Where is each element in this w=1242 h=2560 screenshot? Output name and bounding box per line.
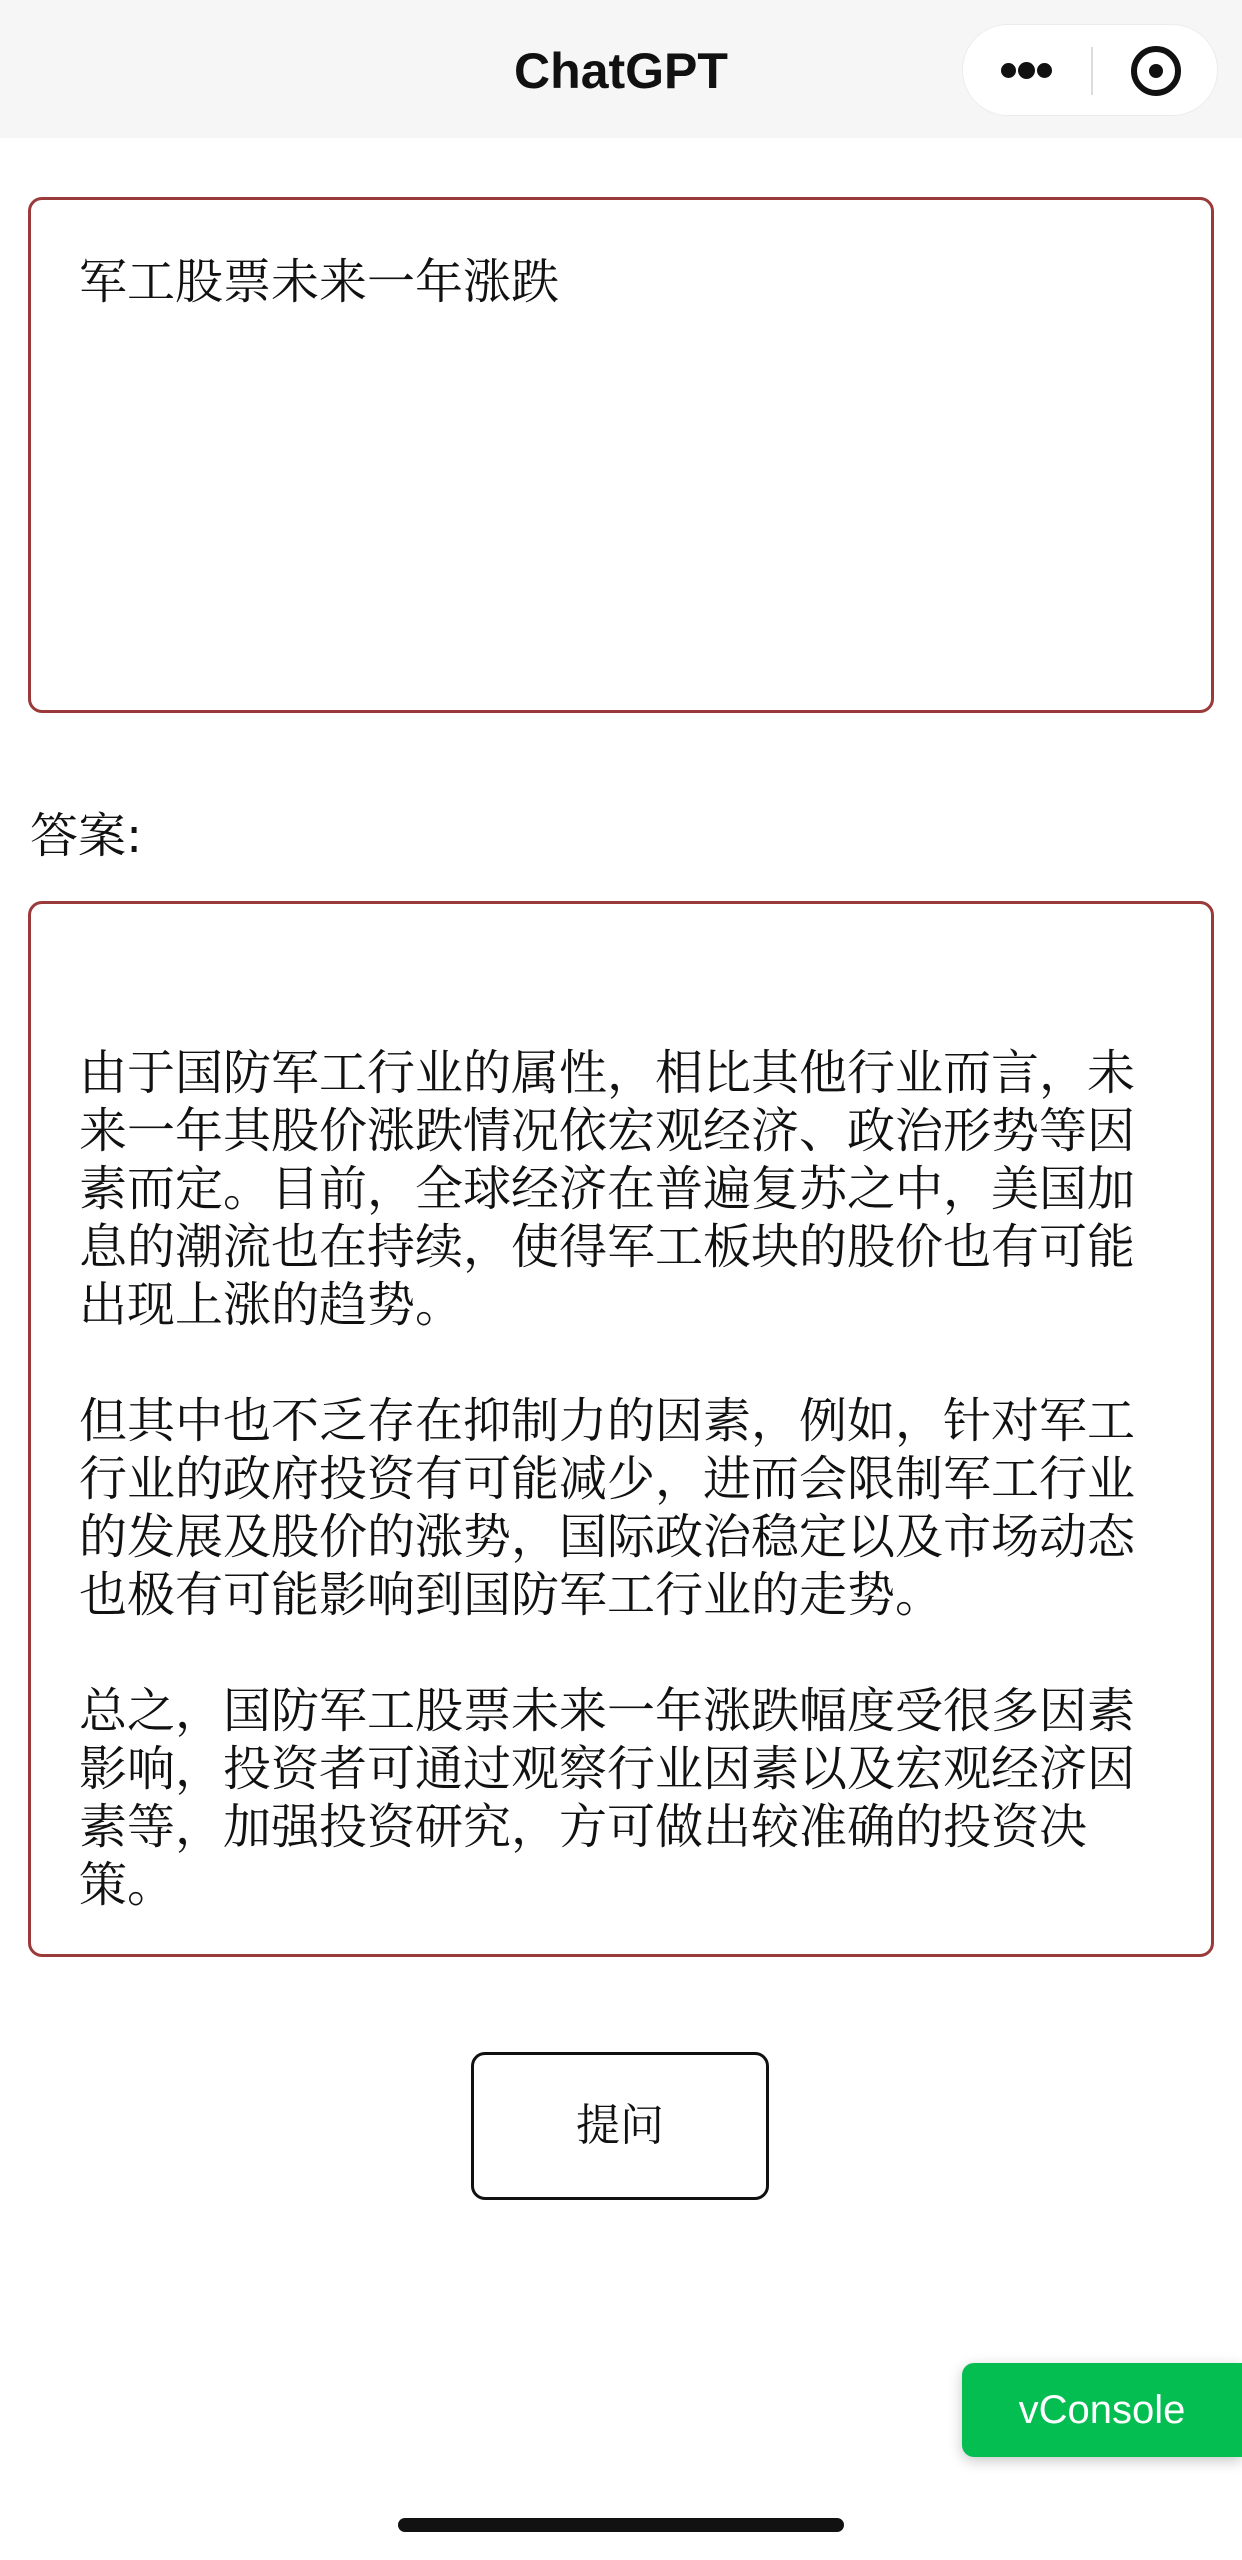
answer-text [79,1044,1171,1914]
navigation-bar [0,0,1242,138]
ring-core [1149,64,1163,78]
question-text[interactable]: 军工股票未来一年涨跌 [79,254,560,310]
vconsole-button[interactable]: vConsole [962,2363,1242,2457]
answer-output [28,901,1214,1957]
dot [1018,62,1035,79]
dot [1037,63,1052,78]
mini-program-capsule [962,24,1218,116]
ring [1131,46,1181,96]
dot [1001,63,1016,78]
answer-paragraph: 总之，国防军工股票未来一年涨跌幅度受很多因素影响，投资者可通过观察行业因素以及宏观经济因素等，加强投资研究，方可做出较准确的投资决策。 [79,1683,1136,1913]
page-title: ChatGPT [514,43,728,99]
answer-paragraph: 但其中也不乏存在抑制力的因素，例如，针对军工行业的政府投资有可能减少，进而会限制军工行业的发展及股价的涨势，国际政治稳定以及市场动态也极有可能影响到国防军工行业的走势。 [79,1393,1136,1623]
more-dots-icon[interactable] [963,25,1091,117]
answer-paragraph: 由于国防军工行业的属性，相比其他行业而言，未来一年其股价涨跌情况依宏观经济、政治形势等因素而定。目前，全球经济在普遍复苏之中，美国加息的潮流也在持续，使得军工板块的股价也有可能出现上涨的趋势。 [79,1045,1136,1333]
record-circle-icon[interactable] [1093,25,1219,117]
question-input[interactable] [28,197,1214,713]
home-indicator [398,2518,844,2532]
answer-label: 答案: [30,808,143,864]
ask-button[interactable]: 提问 [471,2052,769,2200]
